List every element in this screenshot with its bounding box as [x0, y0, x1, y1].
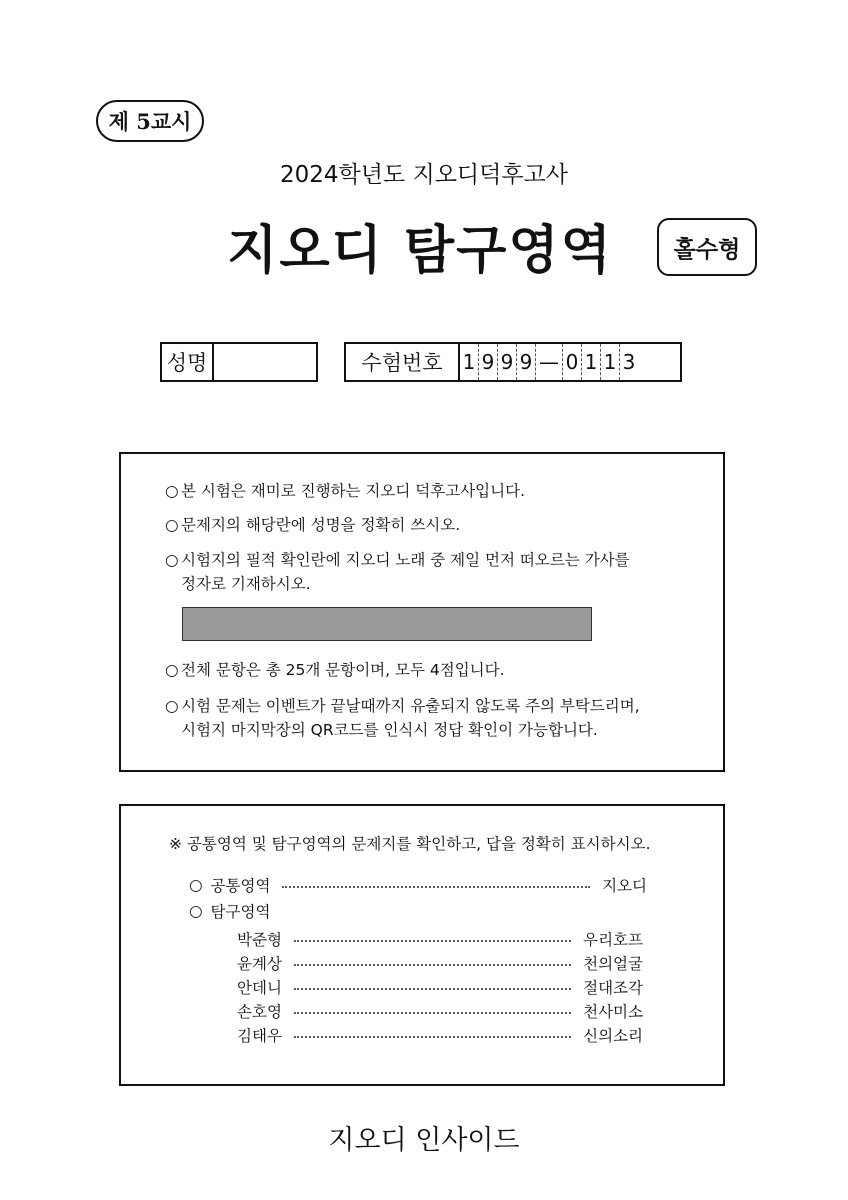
name-input[interactable] — [214, 344, 316, 380]
exam-digit: 9 — [479, 344, 498, 380]
bullet-icon: ○ — [165, 551, 179, 569]
exam-number-separator: — — [536, 344, 563, 380]
bullet-icon: ○ — [165, 516, 179, 534]
notice-item: ○ 시험지의 필적 확인란에 지오디 노래 중 제일 먼저 떠오르는 가사를 정자로 기재하시오. — [165, 548, 705, 596]
exam-digit: 1 — [460, 344, 479, 380]
notice-item: ○ 시험 문제는 이벤트가 끝날때까지 유출되지 않도록 주의 부탁드리며, 시험지 마지막장의 QR코드를 인식시 정답 확인이 가능합니다. — [165, 694, 705, 742]
common-area-value: 지오디 — [602, 877, 647, 895]
leader-dots — [282, 886, 590, 888]
member-subject: 절대조각 — [583, 979, 643, 997]
common-area-row — [189, 874, 647, 896]
member-name: 박준형 — [237, 931, 282, 949]
notice-item: ○ 전체 문항은 총 25개 문항이며, 모두 4점입니다. — [165, 658, 705, 682]
member-name: 손호영 — [237, 1003, 282, 1021]
notice-item: ○ 문제지의 해당란에 성명을 정확히 쓰시오. — [165, 513, 705, 537]
notice-item: ○ 본 시험은 재미로 진행하는 지오디 덕후고사입니다. — [165, 479, 705, 503]
exam-digit: 9 — [517, 344, 536, 380]
exam-number-box — [344, 342, 682, 382]
inquiry-item — [237, 976, 643, 998]
bullet-icon: ○ — [189, 876, 203, 894]
bullet-icon: ○ — [189, 902, 203, 920]
inquiry-area-label: 탐구영역 — [210, 903, 271, 921]
exam-digit: 0 — [563, 344, 582, 380]
footer-text: 지오디 인사이드 — [328, 1125, 520, 1156]
member-name: 윤계상 — [237, 955, 282, 973]
leader-dots — [294, 964, 571, 966]
exam-digit: 1 — [582, 344, 601, 380]
bullet-icon: ○ — [165, 697, 179, 715]
exam-digit: 9 — [498, 344, 517, 380]
exam-number-label: 수험번호 — [346, 344, 460, 380]
inquiry-item — [237, 1000, 643, 1022]
exam-subtitle: 2024학년도 지오디덕후고사 — [279, 162, 569, 188]
member-name: 김태우 — [237, 1027, 282, 1045]
exam-digit: 1 — [601, 344, 620, 380]
notice-box — [119, 452, 725, 772]
bullet-icon: ○ — [165, 482, 179, 500]
inquiry-item — [237, 1024, 643, 1046]
common-area-label: 공통영역 — [210, 877, 271, 895]
leader-dots — [294, 940, 571, 942]
inquiry-item — [237, 952, 643, 974]
leader-dots — [294, 1012, 571, 1014]
inquiry-area-row — [189, 900, 270, 922]
bullet-icon: ○ — [165, 661, 179, 679]
name-field-box — [160, 342, 318, 382]
period-badge: 제 5교시 — [96, 100, 204, 142]
inquiry-item — [237, 928, 643, 950]
member-subject: 천사미소 — [583, 1003, 643, 1021]
subject-instruction: ※ 공통영역 및 탐구영역의 문제지를 확인하고, 답을 정확히 표시하시오. — [169, 835, 651, 853]
exam-digit: 3 — [622, 350, 636, 374]
member-subject: 우리호프 — [583, 931, 643, 949]
leader-dots — [294, 1036, 571, 1038]
subject-box — [119, 804, 725, 1086]
member-subject: 천의얼굴 — [583, 955, 643, 973]
leader-dots — [294, 988, 571, 990]
member-name: 안데니 — [237, 979, 282, 997]
handwriting-check-field[interactable] — [182, 607, 592, 641]
member-subject: 신의소리 — [583, 1027, 643, 1045]
exam-title: 지오디 탐구영역 — [227, 221, 613, 281]
name-label: 성명 — [162, 344, 214, 380]
exam-type-badge: 홀수형 — [657, 218, 757, 276]
